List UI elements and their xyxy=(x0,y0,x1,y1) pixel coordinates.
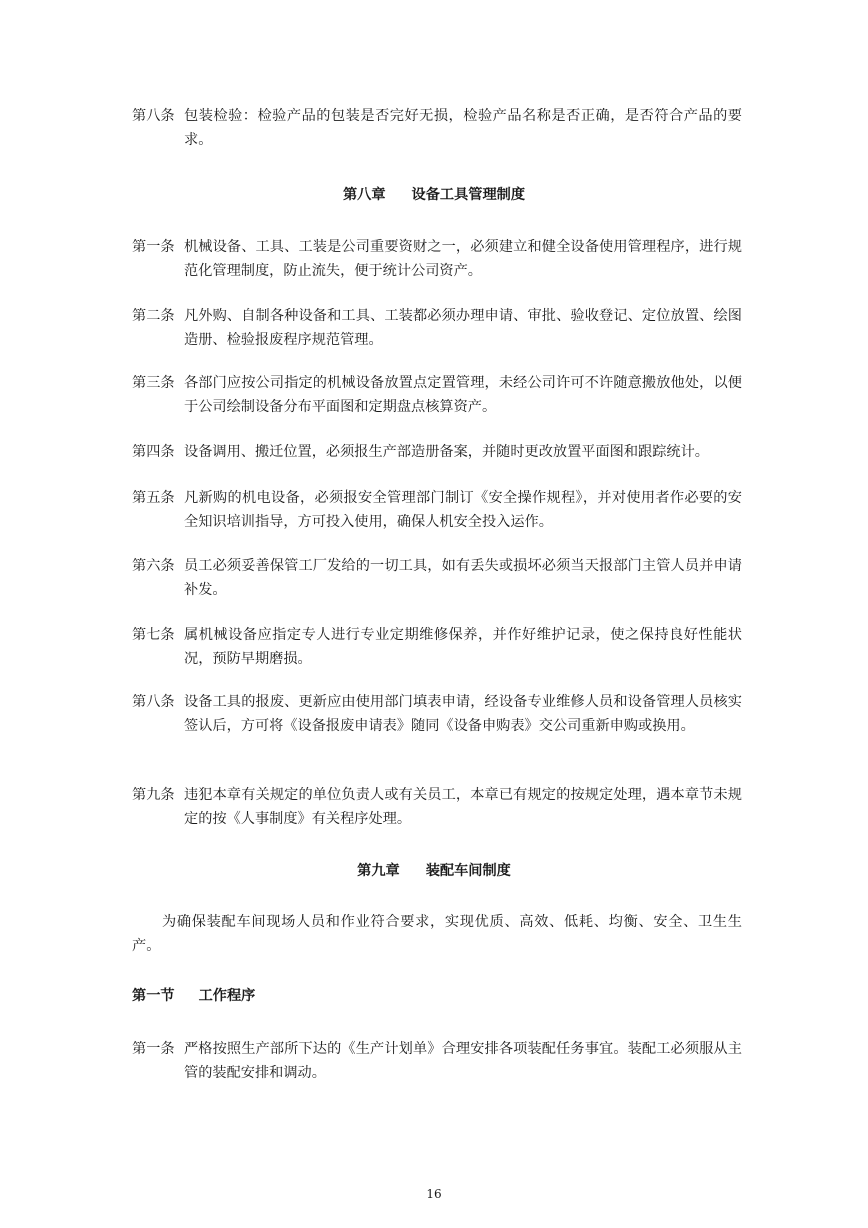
article-label: 第九条 xyxy=(132,787,175,803)
chapter8-article-4 xyxy=(132,440,742,464)
chapter-number: 第八章 xyxy=(342,187,386,203)
article-label: 第八条 xyxy=(132,694,175,710)
chapter8-article-2 xyxy=(132,304,742,352)
article-label: 第一条 xyxy=(132,1041,175,1057)
article-label: 第四条 xyxy=(132,444,175,460)
article-text: 各部门应按公司指定的机械设备放置点定置管理，未经公司许可不许随意搬放他处，以便于公司绘制设备分布平面图和定期盘点核算资产。 xyxy=(184,375,742,415)
section-1-heading xyxy=(132,984,255,1008)
chapter8-article-1 xyxy=(132,235,742,283)
article-top-8 xyxy=(132,104,742,152)
article-text: 凡新购的机电设备，必须报安全管理部门制订《安全操作规程》，并对使用者作必要的安全知识培训指导，方可投入使用，确保人机安全投入运作。 xyxy=(184,490,742,530)
chapter9-intro: 为确保装配车间现场人员和作业符合要求，实现优质、高效、低耗、均衡、安全、卫生生产。 xyxy=(132,914,742,954)
article-text: 设备调用、搬迁位置，必须报生产部造册备案，并随时更改放置平面图和跟踪统计。 xyxy=(184,444,709,460)
section-title: 工作程序 xyxy=(198,988,256,1004)
article-label: 第二条 xyxy=(132,308,175,324)
article-text: 严格按照生产部所下达的《生产计划单》合理安排各项装配任务事宜。装配工必须服从主管的装配安排和调动。 xyxy=(184,1041,742,1081)
article-text: 凡外购、自制各种设备和工具、工装都必须办理申请、审批、验收登记、定位放置、绘图造册、检验报废程序规范管理。 xyxy=(184,308,742,348)
section1-article-1 xyxy=(132,1037,742,1085)
article-label: 第七条 xyxy=(132,627,175,643)
chapter-title: 设备工具管理制度 xyxy=(411,187,526,203)
chapter8-article-7 xyxy=(132,623,742,671)
article-text: 违犯本章有关规定的单位负责人或有关员工，本章已有规定的按规定处理，遇本章节未规定的按《人事制度》有关程序处理。 xyxy=(184,787,742,827)
article-text: 包装检验：检验产品的包装是否完好无损，检验产品名称是否正确，是否符合产品的要求。 xyxy=(184,108,742,148)
chapter8-article-3 xyxy=(132,371,742,419)
chapter8-article-5 xyxy=(132,486,742,534)
page-number: 16 xyxy=(426,1187,442,1201)
article-label: 第一条 xyxy=(132,239,175,255)
article-text: 机械设备、工具、工装是公司重要资财之一，必须建立和健全设备使用管理程序，进行规范化管理制度，防止流失，便于统计公司资产。 xyxy=(184,239,742,279)
chapter8-article-6 xyxy=(132,554,742,602)
article-label: 第三条 xyxy=(132,375,175,391)
article-label: 第五条 xyxy=(132,490,175,506)
section-number: 第一节 xyxy=(132,988,175,1004)
chapter8-article-8 xyxy=(132,690,742,738)
chapter8-article-9 xyxy=(132,783,742,831)
article-label: 第八条 xyxy=(132,108,175,124)
article-text: 员工必须妥善保管工厂发给的一切工具，如有丢失或损坏必须当天报部门主管人员并申请补发。 xyxy=(184,558,742,598)
article-text: 属机械设备应指定专人进行专业定期维修保养，并作好维护记录，使之保持良好性能状况，预防早期磨损。 xyxy=(184,627,742,667)
chapter-9-heading xyxy=(0,859,868,883)
chapter-number: 第九章 xyxy=(357,863,400,879)
article-text: 设备工具的报废、更新应由使用部门填表申请，经设备专业维修人员和设备管理人员核实签认后，方可将《设备报废申请表》随同《设备申购表》交公司重新申购或换用。 xyxy=(184,694,742,734)
chapter-title: 装配车间制度 xyxy=(425,863,511,879)
chapter-8-heading xyxy=(0,183,868,207)
article-label: 第六条 xyxy=(132,558,175,574)
